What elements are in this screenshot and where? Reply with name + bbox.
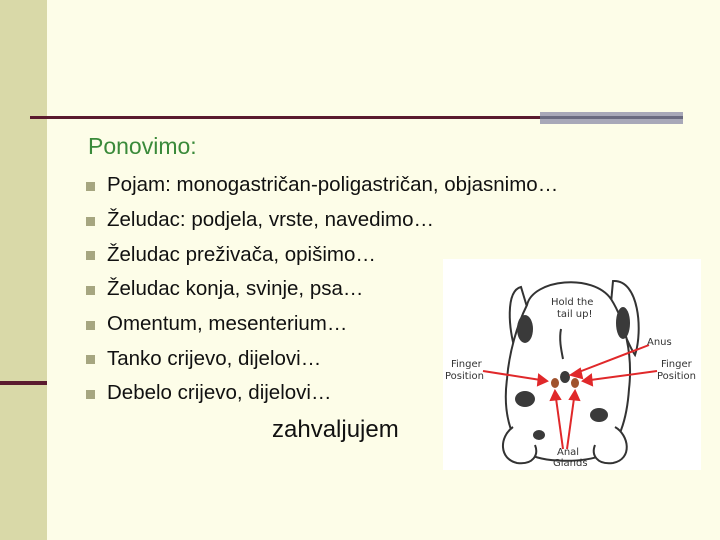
bullet-square-icon [86, 355, 95, 364]
label-finger-right-line2: Position [657, 371, 696, 382]
bullet-square-icon [86, 251, 95, 260]
bullet-square-icon [86, 217, 95, 226]
dog-spot [590, 408, 608, 422]
dog-anal-gland-illustration [443, 259, 701, 470]
bullet-text: Omentum, mesenterium… [107, 312, 348, 336]
dog-spot [616, 307, 630, 339]
bullet-square-icon [86, 390, 95, 399]
bullet-text: Želudac preživača, opišimo… [107, 242, 376, 266]
label-anus: Anus [647, 337, 672, 348]
label-finger-left-line1: Finger [451, 359, 482, 370]
bullet-square-icon [86, 182, 95, 191]
label-hold-tail-line1: Hold the [551, 297, 594, 308]
bullet-item [86, 168, 558, 203]
label-finger-left-line2: Position [445, 371, 484, 382]
bullet-square-icon [86, 286, 95, 295]
bullet-text: Debelo crijevo, dijelovi… [107, 381, 332, 405]
bullet-text: Pojam: monogastričan-poligastričan, objasnimo… [107, 173, 559, 197]
bullet-item [86, 203, 558, 238]
bullet-text: Želudac: podjela, vrste, navedimo… [107, 208, 435, 232]
label-finger-right-line1: Finger [661, 359, 692, 370]
dog-anal-gland-left [551, 378, 559, 388]
title-divider [30, 116, 540, 119]
closing-text: zahvaljujem [272, 416, 399, 443]
label-hold-tail-line2: tail up! [557, 309, 593, 320]
dog-spot [515, 391, 535, 407]
sidebar-decoration [0, 0, 47, 540]
dog-anal-gland-right [571, 378, 579, 388]
dog-spot [533, 430, 545, 440]
sidebar-accent-mark [0, 381, 47, 385]
dog-anus-mark [560, 371, 570, 383]
label-anal-glands-line1: Anal [557, 447, 580, 458]
label-anal-glands-line2: Glands [553, 458, 588, 469]
bullet-text: Želudac konja, svinje, psa… [107, 277, 364, 301]
divider-accent-line [540, 116, 683, 119]
bullet-text: Tanko crijevo, dijelovi… [107, 346, 322, 370]
slide-heading: Ponovimo: [88, 133, 197, 159]
bullet-square-icon [86, 321, 95, 330]
dog-spot [517, 315, 533, 343]
